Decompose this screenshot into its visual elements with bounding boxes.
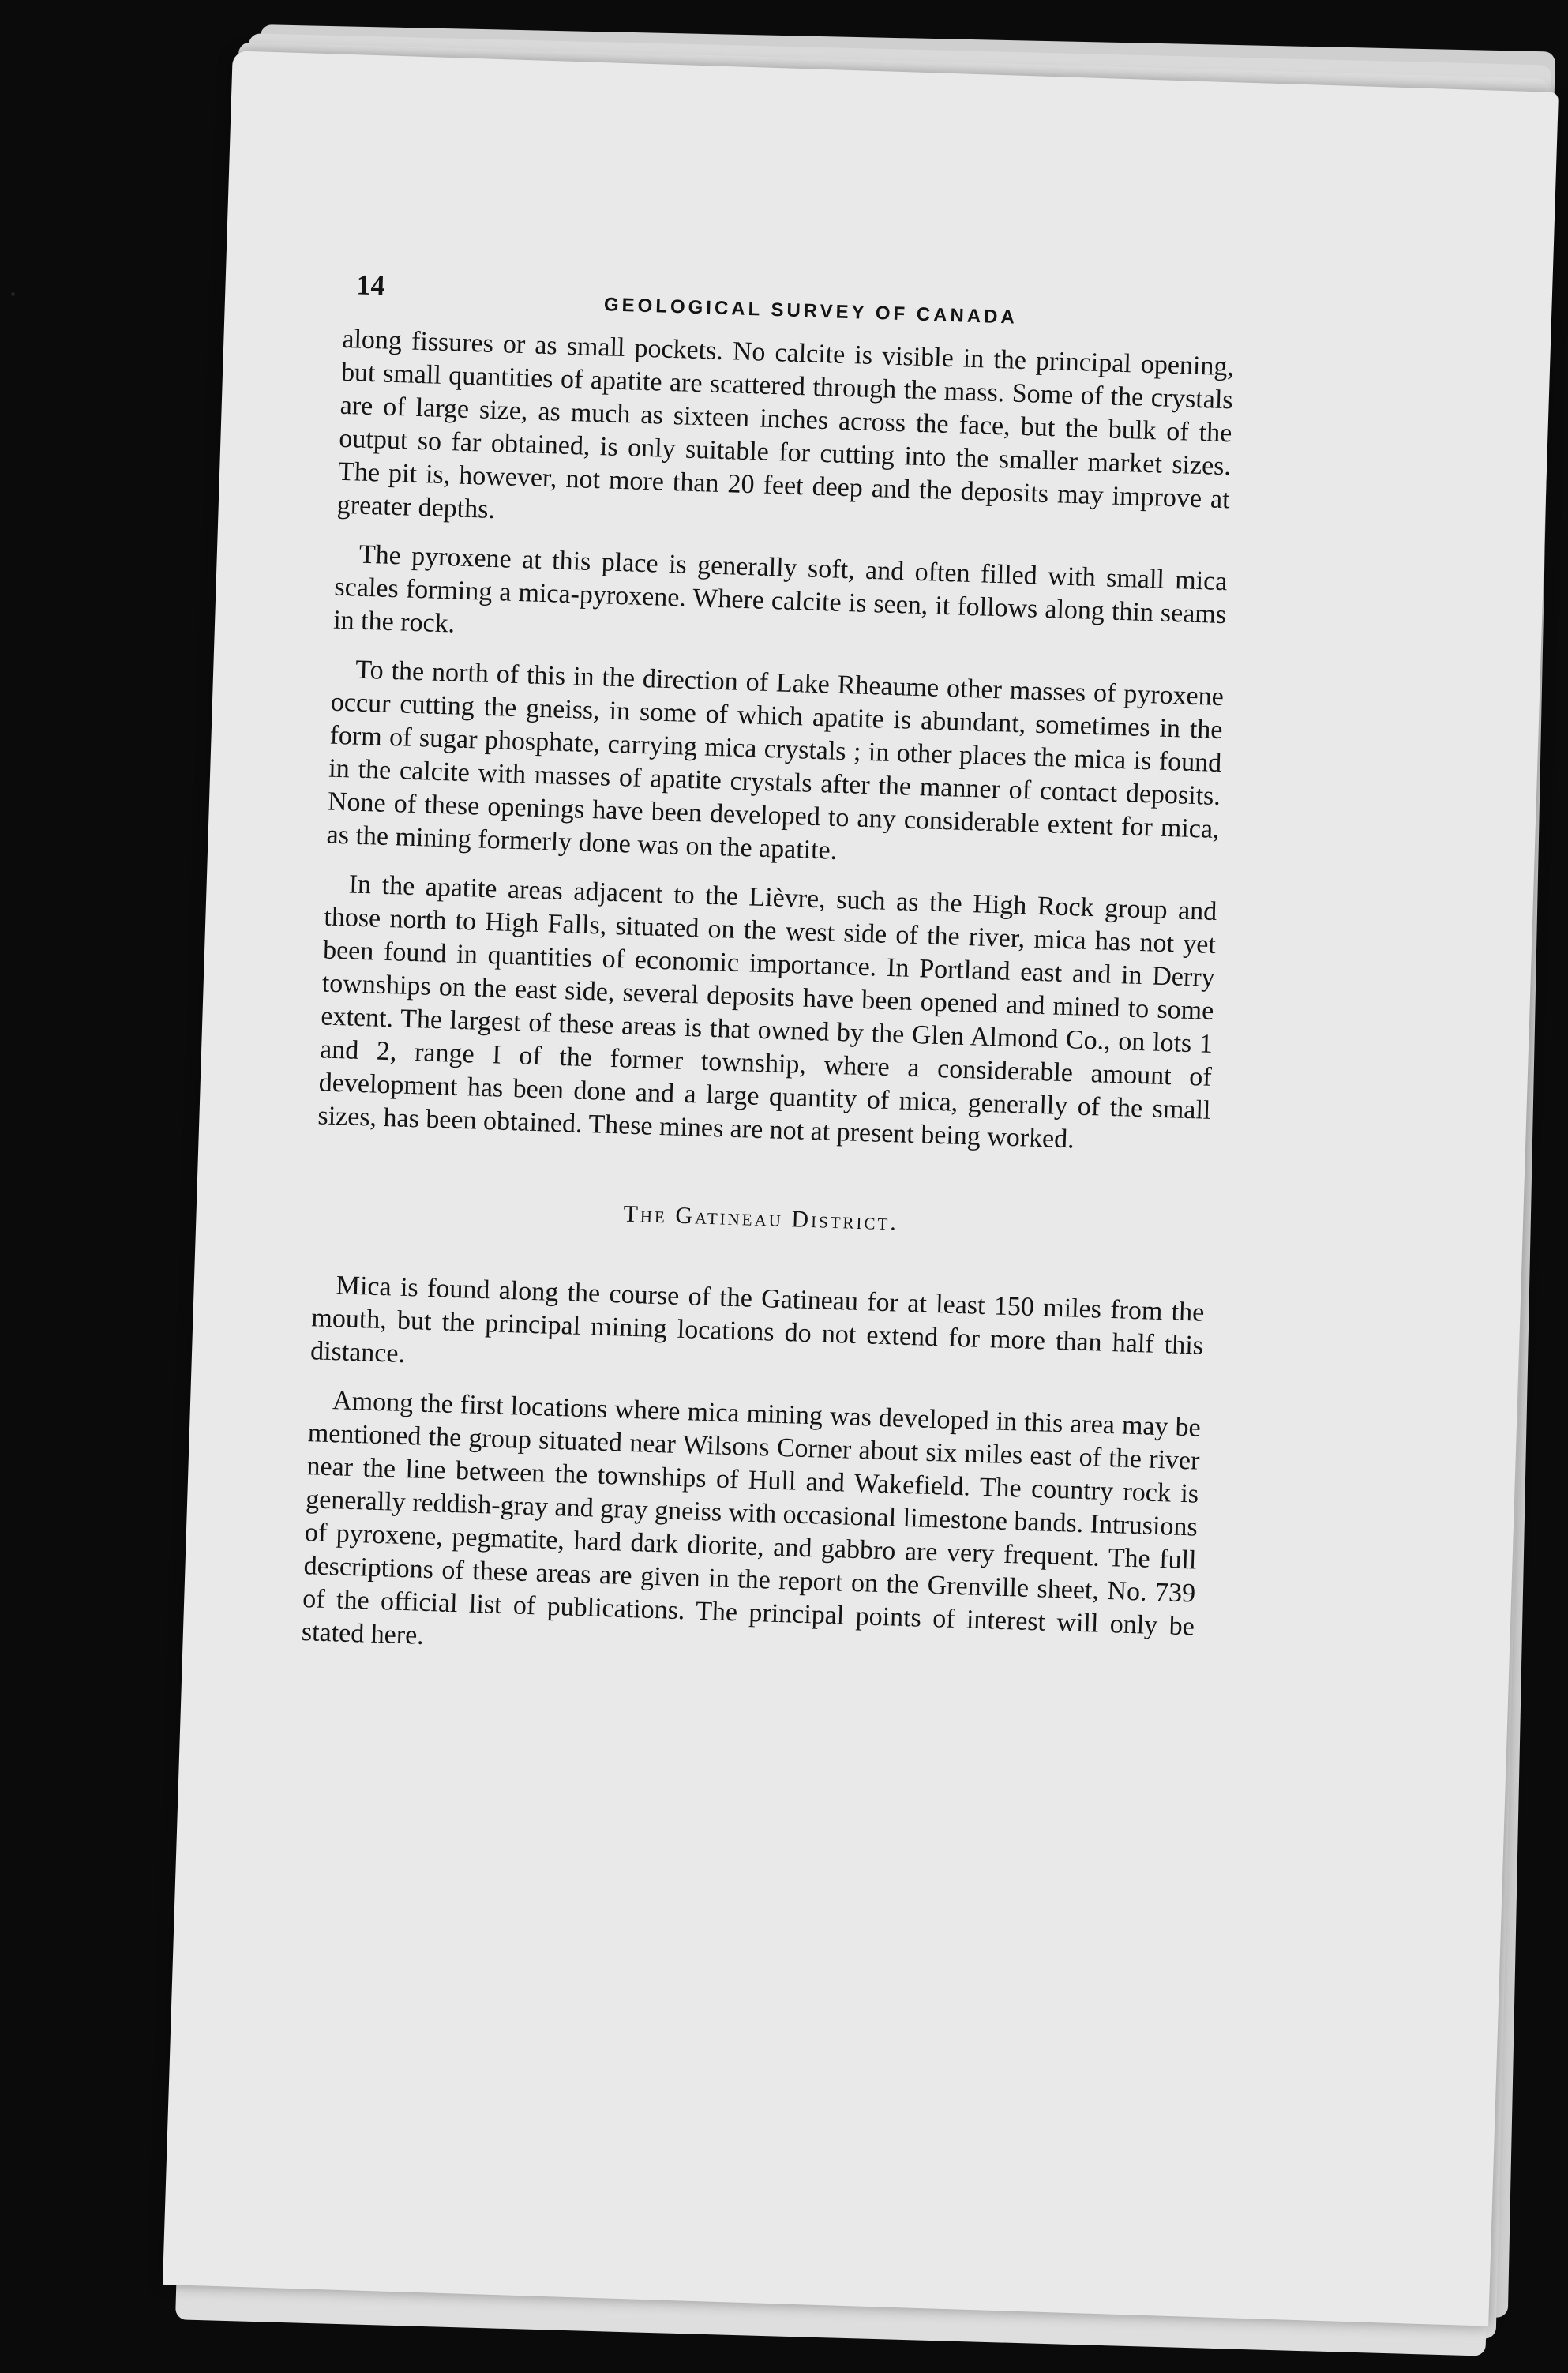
section-heading: The Gatineau District.: [623, 1200, 899, 1236]
document-page: [163, 51, 1559, 2326]
paragraph: along fissures or as small pockets. No calcite is visible in the principal opening, but small quantities of apatite are scattered through the mass. Some of the crystals are of large size, as much as sixteen inches across the face, but the bulk of the output so far obtained, is only suitable for cutting into the smaller market sizes. The pit is, however, not more than 20 feet deep and the deposits may improve at greater depths.: [336, 324, 1235, 525]
paragraph: To the north of this in the direction of Lake Rheaume other masses of pyroxene occur cutting the gneiss, in some of which apatite is abundant, sometimes in the form of sugar phosphate, carrying mica crystals ; in other places the mica is found in the calcite with masses of apatite crystals after the manner of contact deposits. None of these openings have been developed to any considerable extent for mica, as the mining formerly done was on the apatite.: [326, 655, 1225, 865]
running-title: GEOLOGICAL SURVEY OF CANADA: [603, 294, 1018, 329]
page-number: 14: [356, 268, 386, 302]
page-content: [301, 268, 1236, 1693]
paragraph: The pyroxene at this place is generally soft, and often filled with small mica scales forming a mica-pyroxene. Where calcite is seen, it follows along thin seams in the rock.: [332, 539, 1228, 639]
paragraph: In the apatite areas adjacent to the Lièvre, such as the High Rock group and those north to High Falls, situated on the west side of the river, mica has not yet been found in quantities of economic importance. In Portland east and in Derry townships on the east side, several deposits have been opened and mined to some extent. The largest of these areas is that owned by the Glen Almond Co., on lots 1 and 2, range I of the former township, where a considerable amount of development has been done and a large quantity of mica, generally of the small sizes, has been obtained. These mines are not at present being worked.: [317, 869, 1217, 1155]
dust-speck: [11, 292, 15, 296]
paragraph: Mica is found along the course of the Gatineau for at least 150 miles from the mouth, but the principal mining locations do not extend for more than half this distance.: [309, 1271, 1205, 1369]
paragraph: Among the first locations where mica mining was developed in this area may be mentioned the group situated near Wilsons Corner about six miles east of the river near the line between the townships of Hull and Wakefield. The country rock is generally reddish-gray and gray gneiss with occasional limestone bands. Intrusions of pyroxene, pegmatite, hard dark diorite, and gabbro are very frequent. The full descriptions of these areas are given in the report on the Grenville sheet, No. 739 of the official list of publications. The principal points of interest will only be stated here.: [301, 1386, 1202, 1650]
